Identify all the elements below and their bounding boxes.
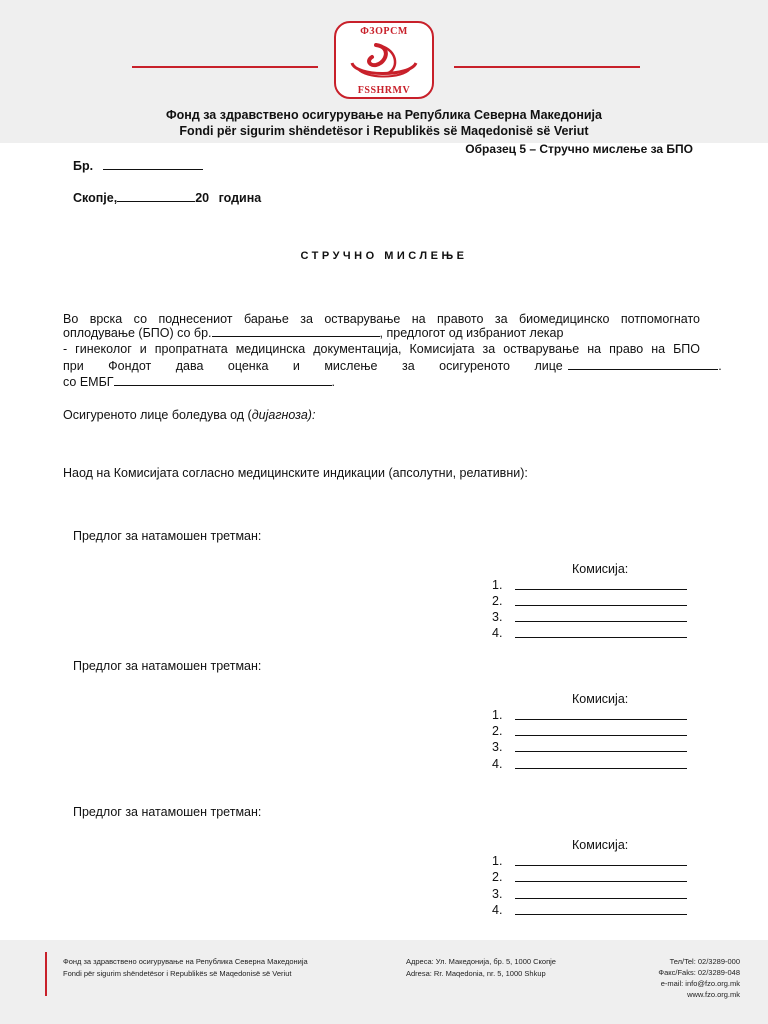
signature-blank[interactable]	[515, 898, 687, 899]
signature-line[interactable]	[492, 724, 692, 740]
footer-email[interactable]: e-mail: info@fzo.org.mk	[660, 979, 740, 988]
place-label: Скопје,	[73, 191, 118, 205]
signature-blank[interactable]	[515, 735, 687, 736]
signature-line[interactable]	[492, 887, 692, 903]
member-number: 4.	[492, 903, 503, 917]
member-number: 2.	[492, 870, 503, 884]
document-title: СТРУЧНО МИСЛЕЊЕ	[300, 250, 468, 262]
signature-line[interactable]	[492, 870, 692, 886]
member-number: 2.	[492, 724, 503, 738]
member-number: 1.	[492, 854, 503, 868]
proposal-label-3: Предлог за натамошен третман:	[73, 805, 262, 819]
year-prefix: 20	[195, 191, 210, 205]
logo-emblem-icon	[346, 39, 422, 83]
number-label: Бр.	[73, 159, 94, 173]
number-field	[73, 158, 203, 173]
signature-blank[interactable]	[515, 768, 687, 769]
committee-label-2: Комисија:	[572, 692, 629, 706]
signature-blank[interactable]	[515, 719, 687, 720]
body-line-2	[63, 325, 563, 340]
signature-blank[interactable]	[515, 589, 687, 590]
logo-top-text: ФЗОРСМ	[360, 26, 408, 37]
signature-line[interactable]	[492, 626, 692, 642]
fund-name-mk: Фонд за здравствено осигурување на Република Северна Македонија	[166, 108, 602, 122]
proposal-label-1: Предлог за натамошен третман:	[73, 529, 262, 543]
signature-line[interactable]	[492, 757, 692, 773]
member-number: 3.	[492, 887, 503, 901]
footer-website-link[interactable]: www.fzo.org.mk	[687, 990, 740, 999]
footer-accent-bar	[45, 952, 47, 996]
member-number: 3.	[492, 740, 503, 754]
signature-blank[interactable]	[515, 914, 687, 915]
body-line-4-text: при Фондот дава оценка и мислење за осигуреното лице	[63, 359, 563, 373]
footer-name-sq: Fondi për sigurim shëndetësor i Republikës së Maqedonisë së Veriut	[63, 969, 292, 978]
footer-address-sq: Adresa: Rr. Maqedonia, nr. 5, 1000 Shkup	[406, 969, 546, 978]
signature-line[interactable]	[492, 708, 692, 724]
request-number-label: оплодување (БПО) со бр.	[63, 326, 212, 340]
diagnosis-italic: дијагноза):	[251, 408, 316, 422]
member-number: 1.	[492, 578, 503, 592]
signature-blank[interactable]	[515, 865, 687, 866]
body-line-4-end: .	[718, 359, 722, 373]
member-number: 4.	[492, 626, 503, 640]
embg-label: со ЕМБГ	[63, 375, 114, 389]
footer-address-mk: Адреса: Ул. Македонија, бр. 5, 1000 Скопје	[406, 957, 556, 966]
signature-blank[interactable]	[515, 881, 687, 882]
footer-band	[0, 940, 768, 1024]
footer-fax: Факс/Faks: 02/3289-048	[658, 968, 740, 977]
footer-tel: Тел/Tel: 02/3289-000	[669, 957, 740, 966]
fund-name-sq: Fondi për sigurim shëndetësor i Republikës së Maqedonisë së Veriut	[179, 124, 589, 138]
body-line-3: - гинеколог и пропратната медицинска документација, Комисијата за остварување на право на БПО	[63, 342, 700, 356]
body-line-4	[63, 358, 722, 373]
signature-line[interactable]	[492, 854, 692, 870]
signature-line[interactable]	[492, 903, 692, 919]
fund-logo	[334, 21, 434, 99]
member-number: 2.	[492, 594, 503, 608]
insured-person-blank[interactable]	[568, 358, 718, 370]
finding-label: Наод на Комисијата согласно медицинските индикации (апсолутни, релативни):	[63, 466, 528, 480]
body-line-2-rest: , предлогот од избраниот лекар	[379, 326, 564, 340]
embg-blank[interactable]	[114, 374, 332, 386]
committee-label-3: Комисија:	[572, 838, 629, 852]
signature-blank[interactable]	[515, 605, 687, 606]
signature-blank[interactable]	[515, 621, 687, 622]
footer-name-mk: Фонд за здравствено осигурување на Република Северна Македонија	[63, 957, 308, 966]
header-rule-left	[132, 66, 318, 68]
request-number-blank[interactable]	[212, 325, 380, 337]
proposal-label-2: Предлог за натамошен третман:	[73, 659, 262, 673]
signature-line[interactable]	[492, 740, 692, 756]
diagnosis-label	[63, 408, 315, 422]
committee-label-1: Комисија:	[572, 562, 629, 576]
signature-line[interactable]	[492, 610, 692, 626]
number-blank[interactable]	[103, 158, 203, 170]
date-blank[interactable]	[117, 190, 195, 202]
body-line-5	[63, 374, 335, 389]
signature-blank[interactable]	[515, 751, 687, 752]
member-number: 1.	[492, 708, 503, 722]
signature-line[interactable]	[492, 578, 692, 594]
member-number: 4.	[492, 757, 503, 771]
form-identifier: Образец 5 – Стручно мислење за БПО	[465, 142, 693, 156]
year-label: година	[218, 191, 262, 205]
header-rule-right	[454, 66, 640, 68]
signature-blank[interactable]	[515, 637, 687, 638]
signature-line[interactable]	[492, 594, 692, 610]
member-number: 3.	[492, 610, 503, 624]
body-line-1: Во врска со поднесениот барање за остварување на правото за биомедицинско потпомогнато	[63, 312, 700, 326]
body-line-5-end: .	[331, 375, 336, 389]
diagnosis-text: Осигуреното лице боледува од (	[63, 408, 252, 422]
place-date-field	[73, 190, 261, 205]
logo-bottom-text: FSSHRMV	[357, 85, 411, 96]
